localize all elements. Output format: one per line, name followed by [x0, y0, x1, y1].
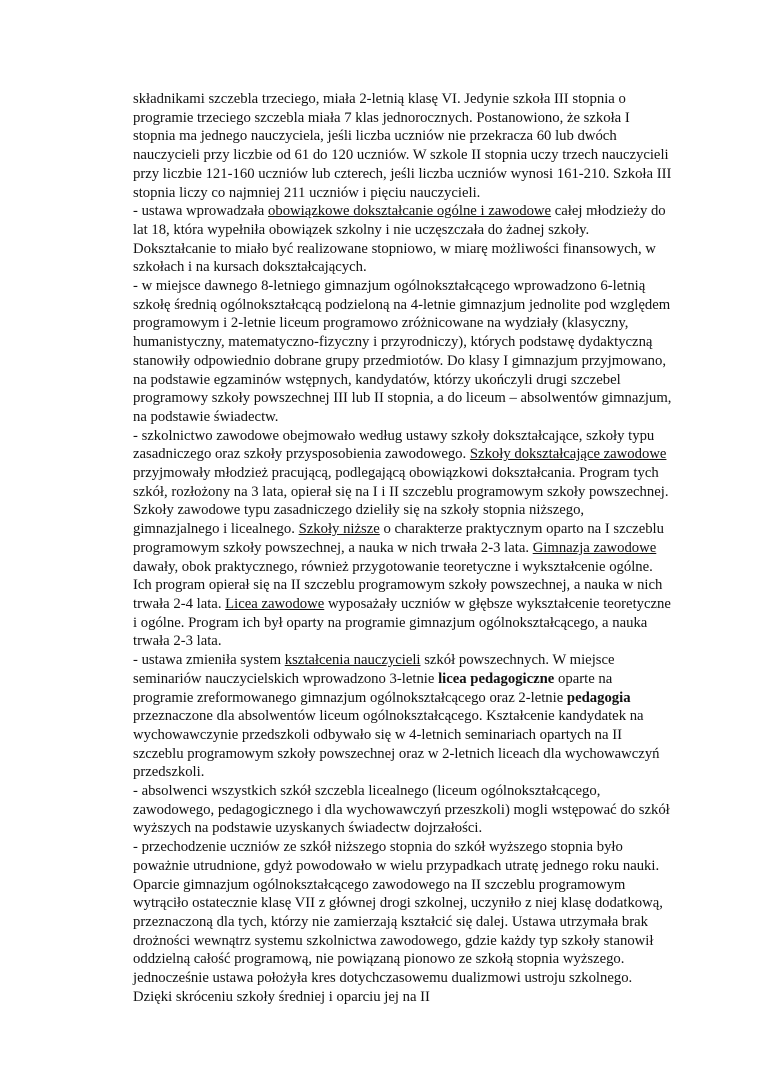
text-run: oparte na programie zreformowanego gimnazjum ogólnokształcącego oraz 2-letnie	[133, 670, 613, 706]
underlined-term: Licea zawodowe	[225, 595, 325, 612]
text-run: - ustawa wprowadzała	[133, 203, 268, 220]
text-run: - ustawa zmieniła system	[133, 652, 285, 669]
bold-term: pedagogia	[566, 689, 631, 706]
text-run: o charakterze praktycznym oparto na I szczeblu programowym szkoły powszechnej, a nauka w nich trwała 2-3 lata.	[133, 521, 664, 556]
text-run: - szkolnictwo zawodowe obejmowało według ustawy szkoły dokształcające, szkoły typu zasadniczego oraz szkoły przysposobienia zawodowego.	[133, 427, 655, 463]
underlined-term: kształcenia nauczycieli	[284, 652, 421, 669]
paragraph-szkoly-stopnie: składnikami szczebla trzeciego, miała 2-letnią klasę VI. Jedynie szkoła III stopnia o programie trzeciego szczebla miała 7 klas jednorocznych. Postanowiono, że szkoła I stopnia ma jednego nauczyciela, jeśli liczba uczniów nie przekracza 60 lub dwóch nauczycieli przy liczbie od 61 do 120 uczniów. W szkole II stopnia uczy trzech nauczycieli przy liczbie 121-160 uczniów lub czterech, jeśli liczba uczniów wynosi 161-210. Szkoła III stopnia liczy co najmniej 211 uczniów i pięciu nauczycieli.	[133, 91, 672, 201]
paragraph-szkolnictwo-zawodowe	[133, 427, 673, 651]
paragraph-ksztalcenie-nauczycieli	[133, 651, 673, 782]
underlined-term: Szkoły dokształcające zawodowe	[469, 446, 667, 463]
text-run: przeznaczone dla absolwentów liceum ogólnokształcącego. Kształcenie kandydatek na wychowawczynie przedszkoli odbywało się w 4-letnich seminariach opartych na II szczeblu programowym szkoły powszechnej oraz w 2-letnich liceach dla wychowawczyń przedszkoli.	[133, 708, 660, 781]
bold-term: licea pedagogiczne	[438, 670, 555, 687]
text-run: szkół powszechnych. W miejsce seminariów nauczycielskich wprowadzono 3-letnie	[133, 652, 615, 687]
underlined-term: Gimnazja zawodowe	[532, 539, 657, 556]
text-run: dawały, obok praktycznego, również przygotowanie teoretyczne i wykształcenie ogólne. Ich program opierał się na II szczeblu programowym szkoły powszechnej, a nauka w nich trwała 2-4 lata.	[133, 558, 663, 612]
paragraph-doksztalcanie	[133, 202, 673, 277]
text-run: przyjmowały młodzież pracującą, podlegającą obowiązkowi dokształcania. Program tych szkół, rozłożony na 3 lata, opierał się na I i II szczeblu programowym szkoły powszechnej. Szkoły zawodowe typu zasadniczego dzieliły się na szkoły stopnia niższego, gimnazjalnego i licealnego.	[133, 465, 669, 538]
underlined-term: obowiązkowe dokształcanie ogólne i zawodowe	[268, 203, 552, 220]
paragraph-przechodzenie-uczniow: - przechodzenie uczniów ze szkół niższego stopnia do szkół wyższego stopnia było poważnie utrudnione, gdyż powodowało w wielu przypadkach utratę jednego roku nauki. Oparcie gimnazjum ogólnokształcącego zawodowego na II szczeblu programowym wytrąciło ostatecznie klasę VII z głównej drogi szkolnej, uczyniło z niej klasę dodatkową, przeznaczoną dla tych, którzy nie zamierzają kształcić się dalej. Ustawa utrzymała brak drożności wewnątrz systemu szkolnictwa zawodowego, gdzie każdy typ szkoły stanowił oddzielną całość programową, nie powiązaną pionowo ze szkołą stopnia wyższego. jednocześnie ustawa położyła kres dotychczasowemu dualizmowi ustroju szkolnego. Dzięki skróceniu szkoły średniej i oparciu jej na II	[133, 839, 663, 1005]
document-page	[133, 90, 673, 1006]
underlined-term: Szkoły niższe	[298, 521, 380, 538]
text-run: całej młodzieży do lat 18, która wypełniła obowiązek szkolny i nie uczęszczała do żadnej szkoły. Dokształcanie to miało być realizowane stopniowo, w miarę możliwości finansowych, w szkołach i na kursach dokształcających.	[133, 203, 666, 276]
paragraph-szkola-srednia: - w miejsce dawnego 8-letniego gimnazjum ogólnokształcącego wprowadzono 6-letnią szkołę średnią ogólnokształcącą podzieloną na 4-letnie gimnazjum jednolite pod względem programowym i 2-letnie liceum programowo zróżnicowane na wydziały (klasyczny, humanistyczny, matematyczno-fizyczny i przyrodniczy), których podstawę dydaktyczną stanowiły odpowiednio dobrane grupy przedmiotów. Do klasy I gimnazjum przyjmowano, na podstawie egzaminów wstępnych, kandydatów, którzy ukończyli drugi szczebel programowy szkoły powszechnej III lub II stopnia, a do liceum – absolwentów gimnazjum, na podstawie świadectw.	[133, 278, 672, 425]
text-run: wyposażały uczniów w głębsze wykształcenie teoretyczne i ogólne. Program ich był oparty na programie gimnazjum ogólnokształcącego, a nauka trwała 2-3 lata.	[133, 595, 671, 650]
paragraph-absolwenci: - absolwenci wszystkich szkół szczebla licealnego (liceum ogólnokształcącego, zawodowego, pedagogicznego i dla wychowawczyń przeszkoli) mogli wstępować do szkół wyższych na podstawie uzyskanych świadectw dojrzałości.	[133, 783, 670, 837]
